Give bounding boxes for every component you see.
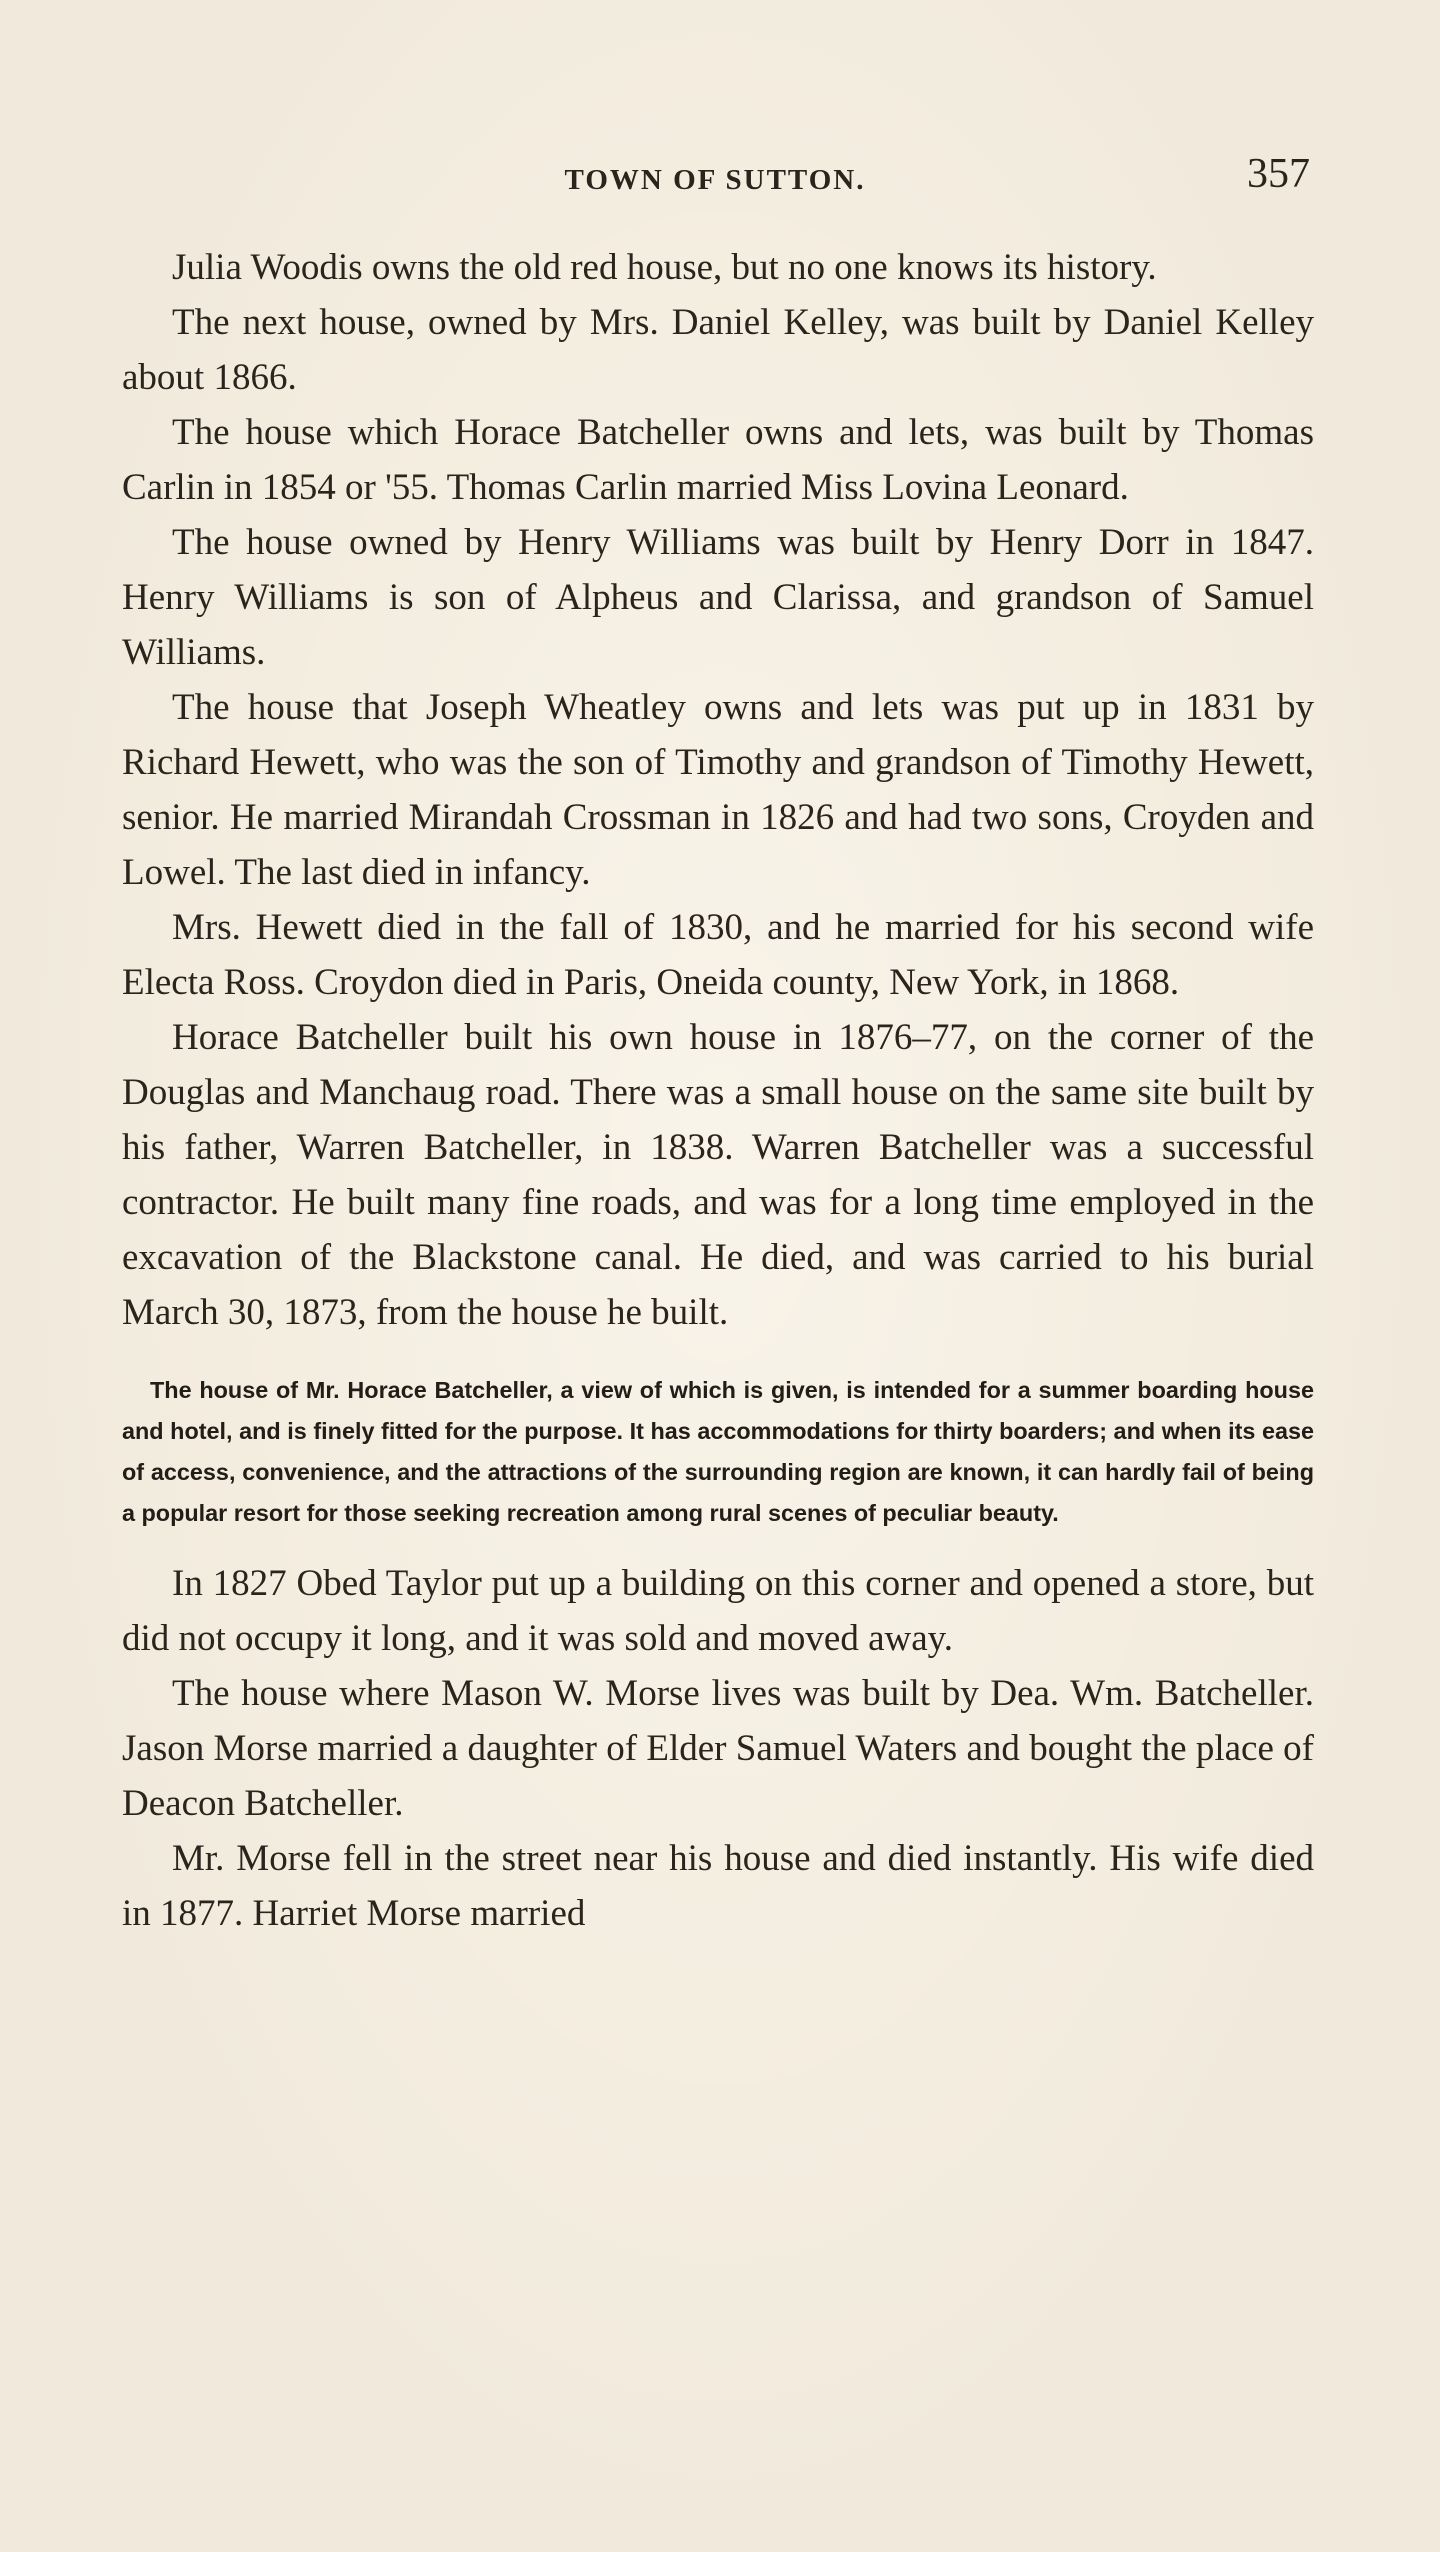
paragraph-williams-house: The house owned by Henry Williams was built by Henry Dorr in 1847. Henry Williams is son of Alpheus and Clarissa, and grandson of Samuel Williams. (122, 522, 1314, 673)
running-title: TOWN OF SUTTON. (564, 164, 866, 196)
paragraph-hewett-family: Mrs. Hewett died in the fall of 1830, and he married for his second wife Electa Ross. Croydon died in Paris, Oneida county, New York, in 1868. (122, 907, 1314, 1003)
paragraph-carlin-house: The house which Horace Batcheller owns and lets, was built by Thomas Carlin in 1854 or '55. Thomas Carlin married Miss Lovina Leonard. (122, 412, 1314, 508)
page-number: 357 (1247, 151, 1310, 197)
paragraph-morse-death: Mr. Morse fell in the street near his house and died instantly. His wife died in 1877. Harriet Morse married (122, 1838, 1314, 1934)
paragraph-kelley-house: The next house, owned by Mrs. Daniel Kelley, was built by Daniel Kelley about 1866. (122, 302, 1314, 398)
page-header (120, 150, 1310, 210)
paragraph-batcheller-house: Horace Batcheller built his own house in 1876–77, on the corner of the Douglas and Manchaug road. There was a small house on the same site built by his father, Warren Batcheller, in 1838. Warren Batcheller was a successful contractor. He built many fine roads, and was for a long time employed in the excavation of the Blackstone canal. He died, and was carried to his burial March 30, 1873, from the house he built. (122, 1017, 1314, 1333)
paragraph-taylor-store: In 1827 Obed Taylor put up a building on this corner and opened a store, but did not occupy it long, and it was sold and moved away. (122, 1563, 1314, 1659)
page-body (122, 240, 1314, 1941)
paragraph-hewett-house: The house that Joseph Wheatley owns and lets was put up in 1831 by Richard Hewett, who was the son of Timothy and grandson of Timothy Hewett, senior. He married Mirandah Crossman in 1826 and had two sons, Croyden and Lowel. The last died in infancy. (122, 687, 1314, 893)
note-boarding-house: The house of Mr. Horace Batcheller, a view of which is given, is intended for a summer boarding house and hotel, and is finely fitted for the purpose. It has accommodations for thirty boarders; and when its ease of access, convenience, and the attractions of the surrounding region are known, it can hardly fail of being a popular resort for those seeking recreation among rural scenes of peculiar beauty. (122, 1377, 1314, 1526)
paragraph-woodis-house: Julia Woodis owns the old red house, but no one knows its history. (172, 247, 1157, 288)
paragraph-morse-house: The house where Mason W. Morse lives was built by Dea. Wm. Batcheller. Jason Morse married a daughter of Elder Samuel Waters and bought the place of Deacon Batcheller. (122, 1673, 1314, 1824)
